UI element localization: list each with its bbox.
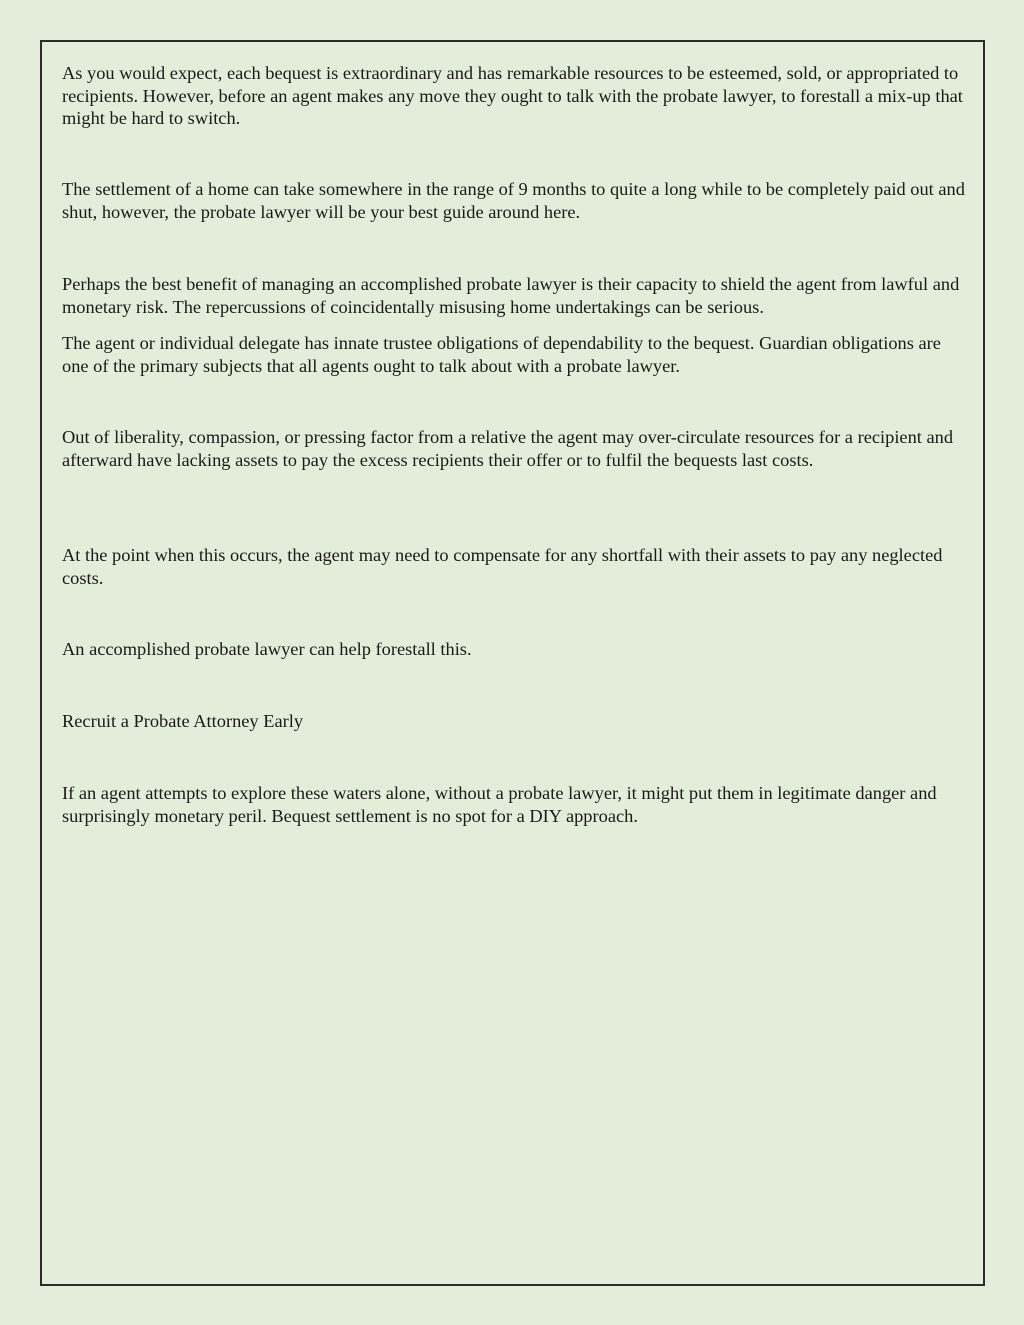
- paragraph-settlement-time: The settlement of a home can take somewhere in the range of 9 months to quite a long while to be completely paid out and shut, however, the probate lawyer will be your best guide around here.: [62, 179, 965, 222]
- paragraph-diy-warning: If an agent attempts to explore these waters alone, without a probate lawyer, it might put them in legitimate danger and surprisingly monetary peril. Bequest settlement is no spot for a DIY approach.: [62, 783, 937, 826]
- document-frame: [40, 40, 985, 1286]
- section-heading: Recruit a Probate Attorney Early: [62, 711, 304, 731]
- paragraph-shortfall: At the point when this occurs, the agent may need to compensate for any shortfall with their assets to pay any neglected costs.: [62, 545, 943, 588]
- paragraph-forestall: An accomplished probate lawyer can help forestall this.: [62, 639, 472, 659]
- paragraph-intro: As you would expect, each bequest is extraordinary and has remarkable resources to be esteemed, sold, or appropriated to recipients. However, before an agent makes any move they ought to talk with the probate lawyer, to forestall a mix-up that might be hard to switch.: [62, 63, 963, 129]
- paragraph-over-circulate: Out of liberality, compassion, or pressing factor from a relative the agent may over-circulate resources for a recipient and afterward have lacking assets to pay the excess recipients their offer or to fulfil the bequests last costs.: [62, 427, 954, 470]
- paragraph-shield-risk: Perhaps the best benefit of managing an accomplished probate lawyer is their capacity to shield the agent from lawful and monetary risk. The repercussions of coincidentally misusing home undertakings can be serious.: [62, 274, 960, 317]
- paragraph-trustee-obligations: The agent or individual delegate has innate trustee obligations of dependability to the bequest. Guardian obligations are one of the primary subjects that all agents ought to talk about with a probate lawyer.: [62, 333, 941, 376]
